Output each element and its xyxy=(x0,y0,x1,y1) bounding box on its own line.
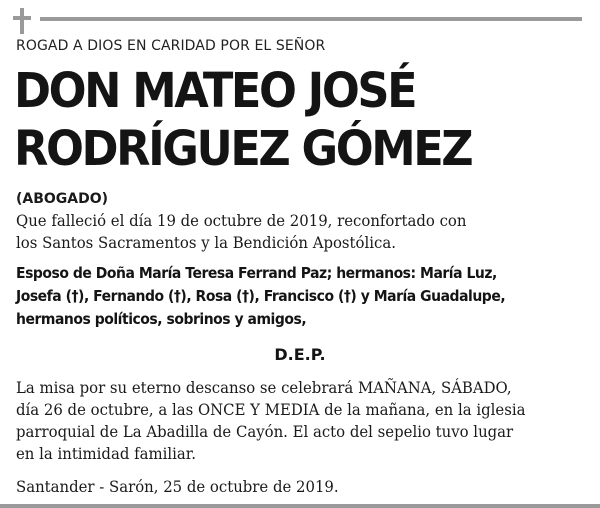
death-notice-line1: Que falleció el día 19 de octubre de 2019, reconfortado con xyxy=(16,211,467,230)
cross-horizontal-bar xyxy=(13,16,31,20)
family-list xyxy=(16,262,505,331)
cross-icon xyxy=(13,8,31,34)
mass-line2: día 26 de octubre, a las ONCE Y MEDIA de la mañana, en la iglesia xyxy=(16,400,526,419)
family-line1: Esposo de Doña María Teresa Ferrand Paz; hermanos: María Luz, xyxy=(16,264,497,282)
place-date: Santander - Sarón, 25 de octubre de 2019. xyxy=(16,477,339,496)
mass-line1: La misa por su eterno descanso se celebrará MAÑANA, SÁBADO, xyxy=(16,378,512,397)
cross-vertical-bar xyxy=(20,8,24,34)
mass-line3: parroquial de La Abadilla de Cayón. El acto del sepelio tuvo lugar xyxy=(16,422,514,441)
bottom-divider xyxy=(0,504,600,508)
deceased-name-line1: DON MATEO JOSÉ xyxy=(14,63,416,119)
top-divider xyxy=(40,17,582,21)
death-notice xyxy=(16,210,466,254)
family-line2: Josefa (†), Fernando (†), Rosa (†), Francisco (†) y María Guadalupe, xyxy=(16,287,506,305)
intro-line: ROGAD A DIOS EN CARIDAD POR EL SEÑOR xyxy=(16,38,326,54)
deceased-name-line2: RODRÍGUEZ GÓMEZ xyxy=(14,121,472,177)
deceased-name xyxy=(14,62,471,178)
mass-notice xyxy=(16,377,525,465)
occupation: (ABOGADO) xyxy=(16,191,109,207)
rip-heading: D.E.P. xyxy=(274,345,326,364)
mass-line4: en la intimidad familiar. xyxy=(16,444,196,463)
death-notice-line2: los Santos Sacramentos y la Bendición Apostólica. xyxy=(16,233,396,252)
family-line3: hermanos políticos, sobrinos y amigos, xyxy=(16,310,307,328)
